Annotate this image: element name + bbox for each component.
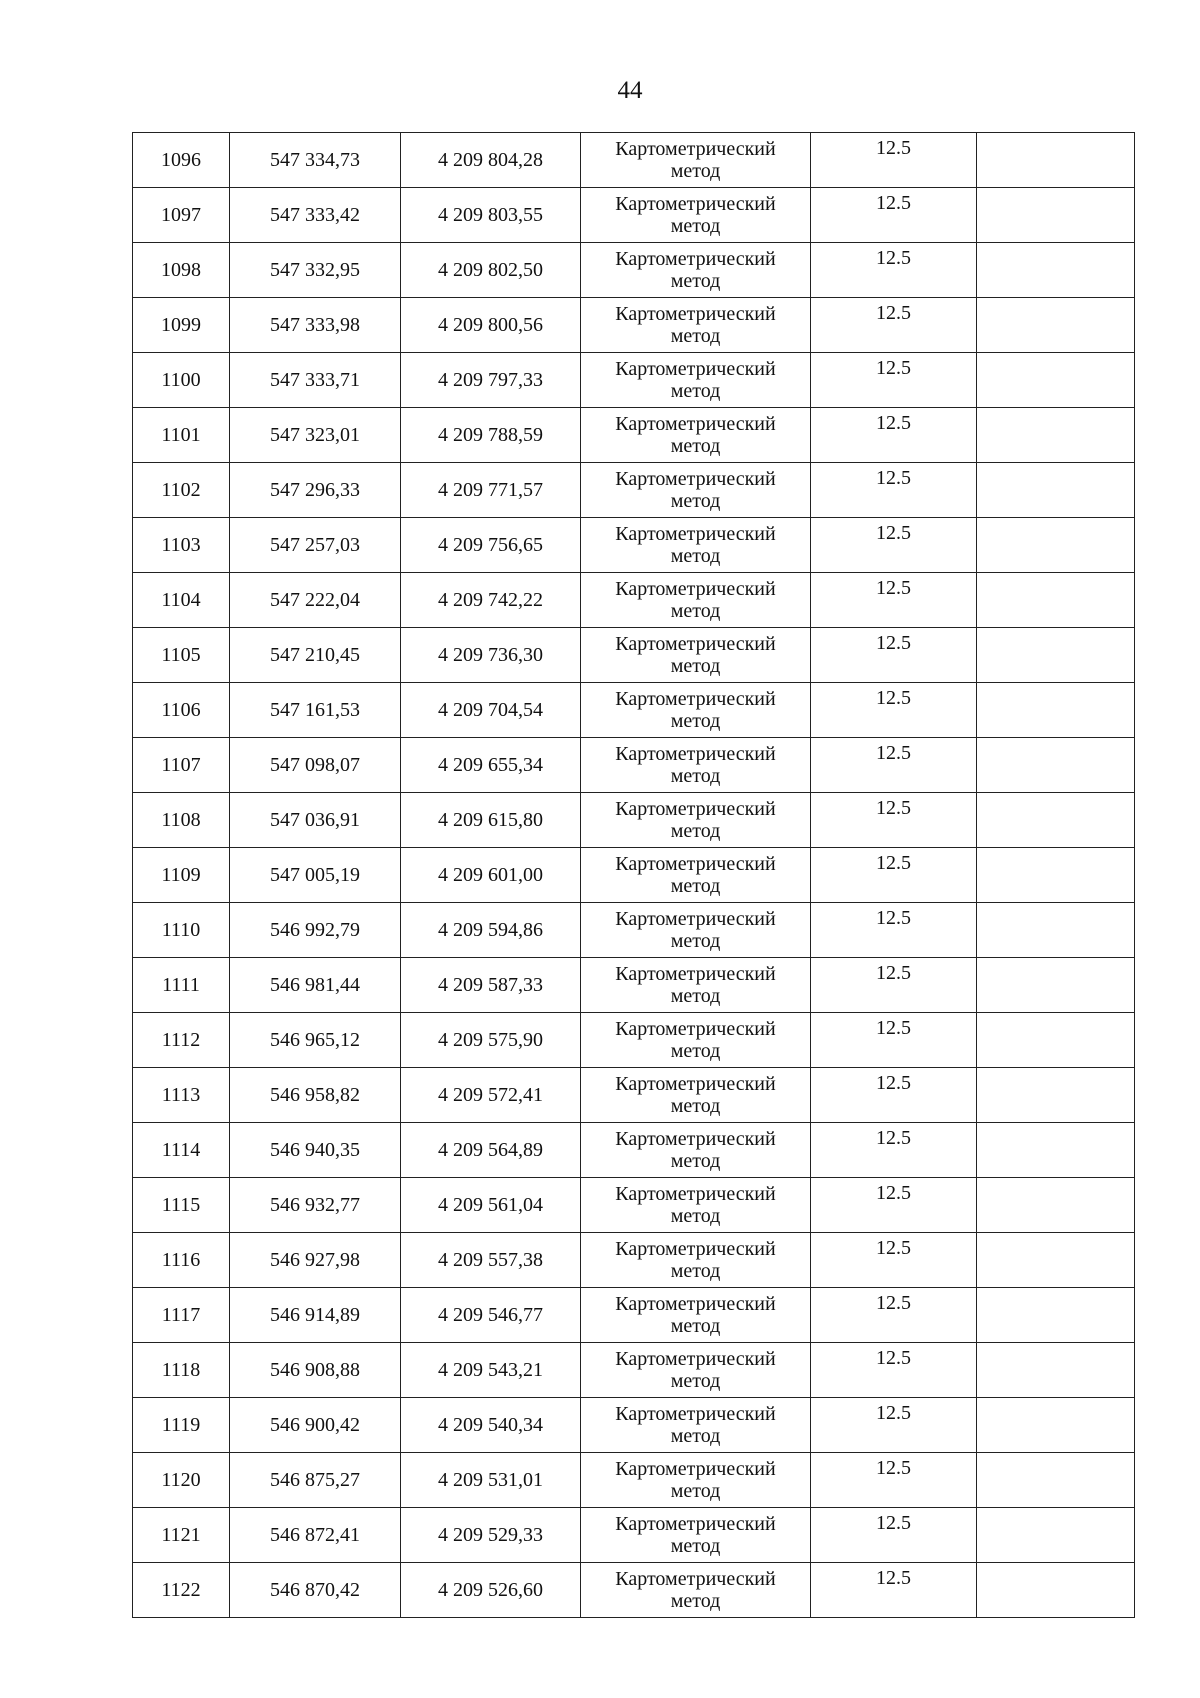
method-line-2: метод [670, 875, 721, 897]
point-number-cell: 1112 [133, 1013, 230, 1068]
table-row [133, 1508, 1135, 1563]
x-coordinate-cell: 547 334,73 [230, 133, 401, 188]
x-coordinate-cell: 546 992,79 [230, 903, 401, 958]
table-row [133, 1453, 1135, 1508]
accuracy-cell: 12.5 [811, 573, 977, 628]
method-line-1: Картометрический [615, 1128, 776, 1150]
note-cell [977, 1343, 1135, 1398]
method-cell [581, 1288, 811, 1343]
coordinates-table-body [133, 133, 1135, 1618]
x-coordinate-cell: 546 940,35 [230, 1123, 401, 1178]
method-line-1: Картометрический [615, 963, 776, 985]
method-line-1: Картометрический [615, 1293, 776, 1315]
method-line-1: Картометрический [615, 523, 776, 545]
note-cell [977, 133, 1135, 188]
method-line-2: метод [670, 765, 721, 787]
method-line-2: метод [670, 490, 721, 512]
accuracy-cell: 12.5 [811, 1288, 977, 1343]
table-row [133, 1178, 1135, 1233]
note-cell [977, 1068, 1135, 1123]
y-coordinate-cell: 4 209 531,01 [401, 1453, 581, 1508]
x-coordinate-cell: 547 098,07 [230, 738, 401, 793]
note-cell [977, 1013, 1135, 1068]
x-coordinate-cell: 546 981,44 [230, 958, 401, 1013]
y-coordinate-cell: 4 209 797,33 [401, 353, 581, 408]
method-line-1: Картометрический [615, 1018, 776, 1040]
point-number-cell: 1111 [133, 958, 230, 1013]
table-row [133, 188, 1135, 243]
method-line-2: метод [670, 380, 721, 402]
y-coordinate-cell: 4 209 615,80 [401, 793, 581, 848]
accuracy-cell: 12.5 [811, 353, 977, 408]
method-cell [581, 518, 811, 573]
y-coordinate-cell: 4 209 572,41 [401, 1068, 581, 1123]
method-line-1: Картометрический [615, 743, 776, 765]
point-number-cell: 1096 [133, 133, 230, 188]
table-row [133, 1013, 1135, 1068]
method-line-1: Картометрический [615, 578, 776, 600]
point-number-cell: 1100 [133, 353, 230, 408]
method-line-2: метод [670, 1315, 721, 1337]
point-number-cell: 1114 [133, 1123, 230, 1178]
x-coordinate-cell: 546 932,77 [230, 1178, 401, 1233]
y-coordinate-cell: 4 209 540,34 [401, 1398, 581, 1453]
method-line-2: метод [670, 1590, 721, 1612]
accuracy-cell: 12.5 [811, 1398, 977, 1453]
note-cell [977, 298, 1135, 353]
y-coordinate-cell: 4 209 800,56 [401, 298, 581, 353]
note-cell [977, 518, 1135, 573]
accuracy-cell: 12.5 [811, 463, 977, 518]
accuracy-cell: 12.5 [811, 243, 977, 298]
x-coordinate-cell: 547 222,04 [230, 573, 401, 628]
method-cell [581, 848, 811, 903]
method-line-2: метод [670, 600, 721, 622]
method-line-2: метод [670, 820, 721, 842]
note-cell [977, 683, 1135, 738]
accuracy-cell: 12.5 [811, 188, 977, 243]
accuracy-cell: 12.5 [811, 848, 977, 903]
y-coordinate-cell: 4 209 601,00 [401, 848, 581, 903]
y-coordinate-cell: 4 209 594,86 [401, 903, 581, 958]
method-line-2: метод [670, 270, 721, 292]
y-coordinate-cell: 4 209 557,38 [401, 1233, 581, 1288]
note-cell [977, 793, 1135, 848]
method-cell [581, 628, 811, 683]
note-cell [977, 353, 1135, 408]
table-row [133, 133, 1135, 188]
x-coordinate-cell: 546 927,98 [230, 1233, 401, 1288]
x-coordinate-cell: 547 161,53 [230, 683, 401, 738]
point-number-cell: 1107 [133, 738, 230, 793]
y-coordinate-cell: 4 209 736,30 [401, 628, 581, 683]
method-line-1: Картометрический [615, 413, 776, 435]
accuracy-cell: 12.5 [811, 958, 977, 1013]
table-row [133, 848, 1135, 903]
method-cell [581, 1068, 811, 1123]
method-line-2: метод [670, 435, 721, 457]
note-cell [977, 188, 1135, 243]
y-coordinate-cell: 4 209 575,90 [401, 1013, 581, 1068]
x-coordinate-cell: 546 908,88 [230, 1343, 401, 1398]
point-number-cell: 1101 [133, 408, 230, 463]
table-row [133, 298, 1135, 353]
accuracy-cell: 12.5 [811, 1508, 977, 1563]
method-cell [581, 1563, 811, 1618]
point-number-cell: 1105 [133, 628, 230, 683]
method-line-1: Картометрический [615, 358, 776, 380]
accuracy-cell: 12.5 [811, 408, 977, 463]
note-cell [977, 628, 1135, 683]
table-row [133, 1288, 1135, 1343]
note-cell [977, 408, 1135, 463]
x-coordinate-cell: 546 875,27 [230, 1453, 401, 1508]
note-cell [977, 1398, 1135, 1453]
method-cell [581, 1123, 811, 1178]
point-number-cell: 1120 [133, 1453, 230, 1508]
accuracy-cell: 12.5 [811, 738, 977, 793]
table-row [133, 1068, 1135, 1123]
method-line-1: Картометрический [615, 1238, 776, 1260]
point-number-cell: 1121 [133, 1508, 230, 1563]
y-coordinate-cell: 4 209 742,22 [401, 573, 581, 628]
point-number-cell: 1118 [133, 1343, 230, 1398]
y-coordinate-cell: 4 209 546,77 [401, 1288, 581, 1343]
y-coordinate-cell: 4 209 529,33 [401, 1508, 581, 1563]
method-line-2: метод [670, 1425, 721, 1447]
x-coordinate-cell: 547 333,42 [230, 188, 401, 243]
method-line-2: метод [670, 655, 721, 677]
method-line-1: Картометрический [615, 633, 776, 655]
y-coordinate-cell: 4 209 704,54 [401, 683, 581, 738]
method-line-2: метод [670, 160, 721, 182]
method-line-1: Картометрический [615, 688, 776, 710]
note-cell [977, 1233, 1135, 1288]
method-cell [581, 738, 811, 793]
accuracy-cell: 12.5 [811, 1068, 977, 1123]
x-coordinate-cell: 546 965,12 [230, 1013, 401, 1068]
method-line-1: Картометрический [615, 1183, 776, 1205]
method-line-2: метод [670, 985, 721, 1007]
method-line-2: метод [670, 1205, 721, 1227]
method-line-2: метод [670, 1040, 721, 1062]
method-line-1: Картометрический [615, 1348, 776, 1370]
table-row [133, 463, 1135, 518]
x-coordinate-cell: 547 333,98 [230, 298, 401, 353]
method-cell [581, 463, 811, 518]
table-row [133, 738, 1135, 793]
table-row [133, 958, 1135, 1013]
coordinates-table [132, 132, 1135, 1618]
method-line-2: метод [670, 1260, 721, 1282]
table-row [133, 1123, 1135, 1178]
point-number-cell: 1102 [133, 463, 230, 518]
x-coordinate-cell: 546 900,42 [230, 1398, 401, 1453]
method-line-1: Картометрический [615, 468, 776, 490]
method-line-2: метод [670, 1095, 721, 1117]
method-cell [581, 1233, 811, 1288]
method-cell [581, 683, 811, 738]
x-coordinate-cell: 546 914,89 [230, 1288, 401, 1343]
table-row [133, 683, 1135, 738]
accuracy-cell: 12.5 [811, 793, 977, 848]
table-row [133, 573, 1135, 628]
x-coordinate-cell: 546 870,42 [230, 1563, 401, 1618]
table-row [133, 628, 1135, 683]
note-cell [977, 1508, 1135, 1563]
y-coordinate-cell: 4 209 526,60 [401, 1563, 581, 1618]
x-coordinate-cell: 546 958,82 [230, 1068, 401, 1123]
point-number-cell: 1097 [133, 188, 230, 243]
note-cell [977, 903, 1135, 958]
x-coordinate-cell: 547 257,03 [230, 518, 401, 573]
note-cell [977, 1123, 1135, 1178]
method-cell [581, 188, 811, 243]
accuracy-cell: 12.5 [811, 518, 977, 573]
method-cell [581, 793, 811, 848]
method-cell [581, 298, 811, 353]
point-number-cell: 1104 [133, 573, 230, 628]
table-row [133, 518, 1135, 573]
accuracy-cell: 12.5 [811, 1343, 977, 1398]
note-cell [977, 848, 1135, 903]
accuracy-cell: 12.5 [811, 1013, 977, 1068]
x-coordinate-cell: 546 872,41 [230, 1508, 401, 1563]
x-coordinate-cell: 547 005,19 [230, 848, 401, 903]
method-line-2: метод [670, 1480, 721, 1502]
method-line-2: метод [670, 545, 721, 567]
note-cell [977, 573, 1135, 628]
x-coordinate-cell: 547 296,33 [230, 463, 401, 518]
y-coordinate-cell: 4 209 543,21 [401, 1343, 581, 1398]
table-row [133, 1398, 1135, 1453]
method-cell [581, 573, 811, 628]
y-coordinate-cell: 4 209 788,59 [401, 408, 581, 463]
method-line-2: метод [670, 215, 721, 237]
table-row [133, 1233, 1135, 1288]
accuracy-cell: 12.5 [811, 1563, 977, 1618]
accuracy-cell: 12.5 [811, 903, 977, 958]
method-cell [581, 1453, 811, 1508]
method-line-1: Картометрический [615, 1403, 776, 1425]
point-number-cell: 1116 [133, 1233, 230, 1288]
note-cell [977, 958, 1135, 1013]
method-line-1: Картометрический [615, 193, 776, 215]
y-coordinate-cell: 4 209 564,89 [401, 1123, 581, 1178]
note-cell [977, 1453, 1135, 1508]
method-line-1: Картометрический [615, 853, 776, 875]
y-coordinate-cell: 4 209 655,34 [401, 738, 581, 793]
y-coordinate-cell: 4 209 803,55 [401, 188, 581, 243]
accuracy-cell: 12.5 [811, 1123, 977, 1178]
accuracy-cell: 12.5 [811, 628, 977, 683]
method-line-1: Картометрический [615, 248, 776, 270]
method-cell [581, 243, 811, 298]
point-number-cell: 1098 [133, 243, 230, 298]
method-line-1: Картометрический [615, 138, 776, 160]
method-line-2: метод [670, 930, 721, 952]
accuracy-cell: 12.5 [811, 298, 977, 353]
y-coordinate-cell: 4 209 804,28 [401, 133, 581, 188]
y-coordinate-cell: 4 209 802,50 [401, 243, 581, 298]
x-coordinate-cell: 547 210,45 [230, 628, 401, 683]
x-coordinate-cell: 547 036,91 [230, 793, 401, 848]
note-cell [977, 1178, 1135, 1233]
method-line-1: Картометрический [615, 798, 776, 820]
note-cell [977, 463, 1135, 518]
method-line-1: Картометрический [615, 303, 776, 325]
y-coordinate-cell: 4 209 561,04 [401, 1178, 581, 1233]
method-cell [581, 903, 811, 958]
method-line-1: Картометрический [615, 1073, 776, 1095]
x-coordinate-cell: 547 333,71 [230, 353, 401, 408]
table-row [133, 353, 1135, 408]
note-cell [977, 1288, 1135, 1343]
method-cell [581, 1343, 811, 1398]
method-line-2: метод [670, 1535, 721, 1557]
method-cell [581, 1398, 811, 1453]
y-coordinate-cell: 4 209 756,65 [401, 518, 581, 573]
note-cell [977, 1563, 1135, 1618]
method-line-2: метод [670, 1150, 721, 1172]
point-number-cell: 1119 [133, 1398, 230, 1453]
x-coordinate-cell: 547 332,95 [230, 243, 401, 298]
method-cell [581, 408, 811, 463]
method-line-1: Картометрический [615, 1458, 776, 1480]
table-row [133, 408, 1135, 463]
point-number-cell: 1099 [133, 298, 230, 353]
method-line-1: Картометрический [615, 1568, 776, 1590]
table-row [133, 243, 1135, 298]
method-cell [581, 1178, 811, 1233]
note-cell [977, 738, 1135, 793]
point-number-cell: 1117 [133, 1288, 230, 1343]
point-number-cell: 1122 [133, 1563, 230, 1618]
method-cell [581, 353, 811, 408]
accuracy-cell: 12.5 [811, 133, 977, 188]
y-coordinate-cell: 4 209 587,33 [401, 958, 581, 1013]
method-line-2: метод [670, 1370, 721, 1392]
point-number-cell: 1109 [133, 848, 230, 903]
point-number-cell: 1115 [133, 1178, 230, 1233]
point-number-cell: 1113 [133, 1068, 230, 1123]
accuracy-cell: 12.5 [811, 1178, 977, 1233]
point-number-cell: 1103 [133, 518, 230, 573]
point-number-cell: 1110 [133, 903, 230, 958]
table-row [133, 903, 1135, 958]
table-row [133, 1343, 1135, 1398]
page-number: 44 [617, 77, 643, 104]
point-number-cell: 1106 [133, 683, 230, 738]
accuracy-cell: 12.5 [811, 683, 977, 738]
method-line-1: Картометрический [615, 908, 776, 930]
point-number-cell: 1108 [133, 793, 230, 848]
method-cell [581, 958, 811, 1013]
y-coordinate-cell: 4 209 771,57 [401, 463, 581, 518]
method-line-2: метод [670, 325, 721, 347]
table-row [133, 793, 1135, 848]
method-cell [581, 1508, 811, 1563]
note-cell [977, 243, 1135, 298]
method-cell [581, 133, 811, 188]
method-cell [581, 1013, 811, 1068]
table-row [133, 1563, 1135, 1618]
method-line-2: метод [670, 710, 721, 732]
accuracy-cell: 12.5 [811, 1453, 977, 1508]
accuracy-cell: 12.5 [811, 1233, 977, 1288]
method-line-1: Картометрический [615, 1513, 776, 1535]
x-coordinate-cell: 547 323,01 [230, 408, 401, 463]
